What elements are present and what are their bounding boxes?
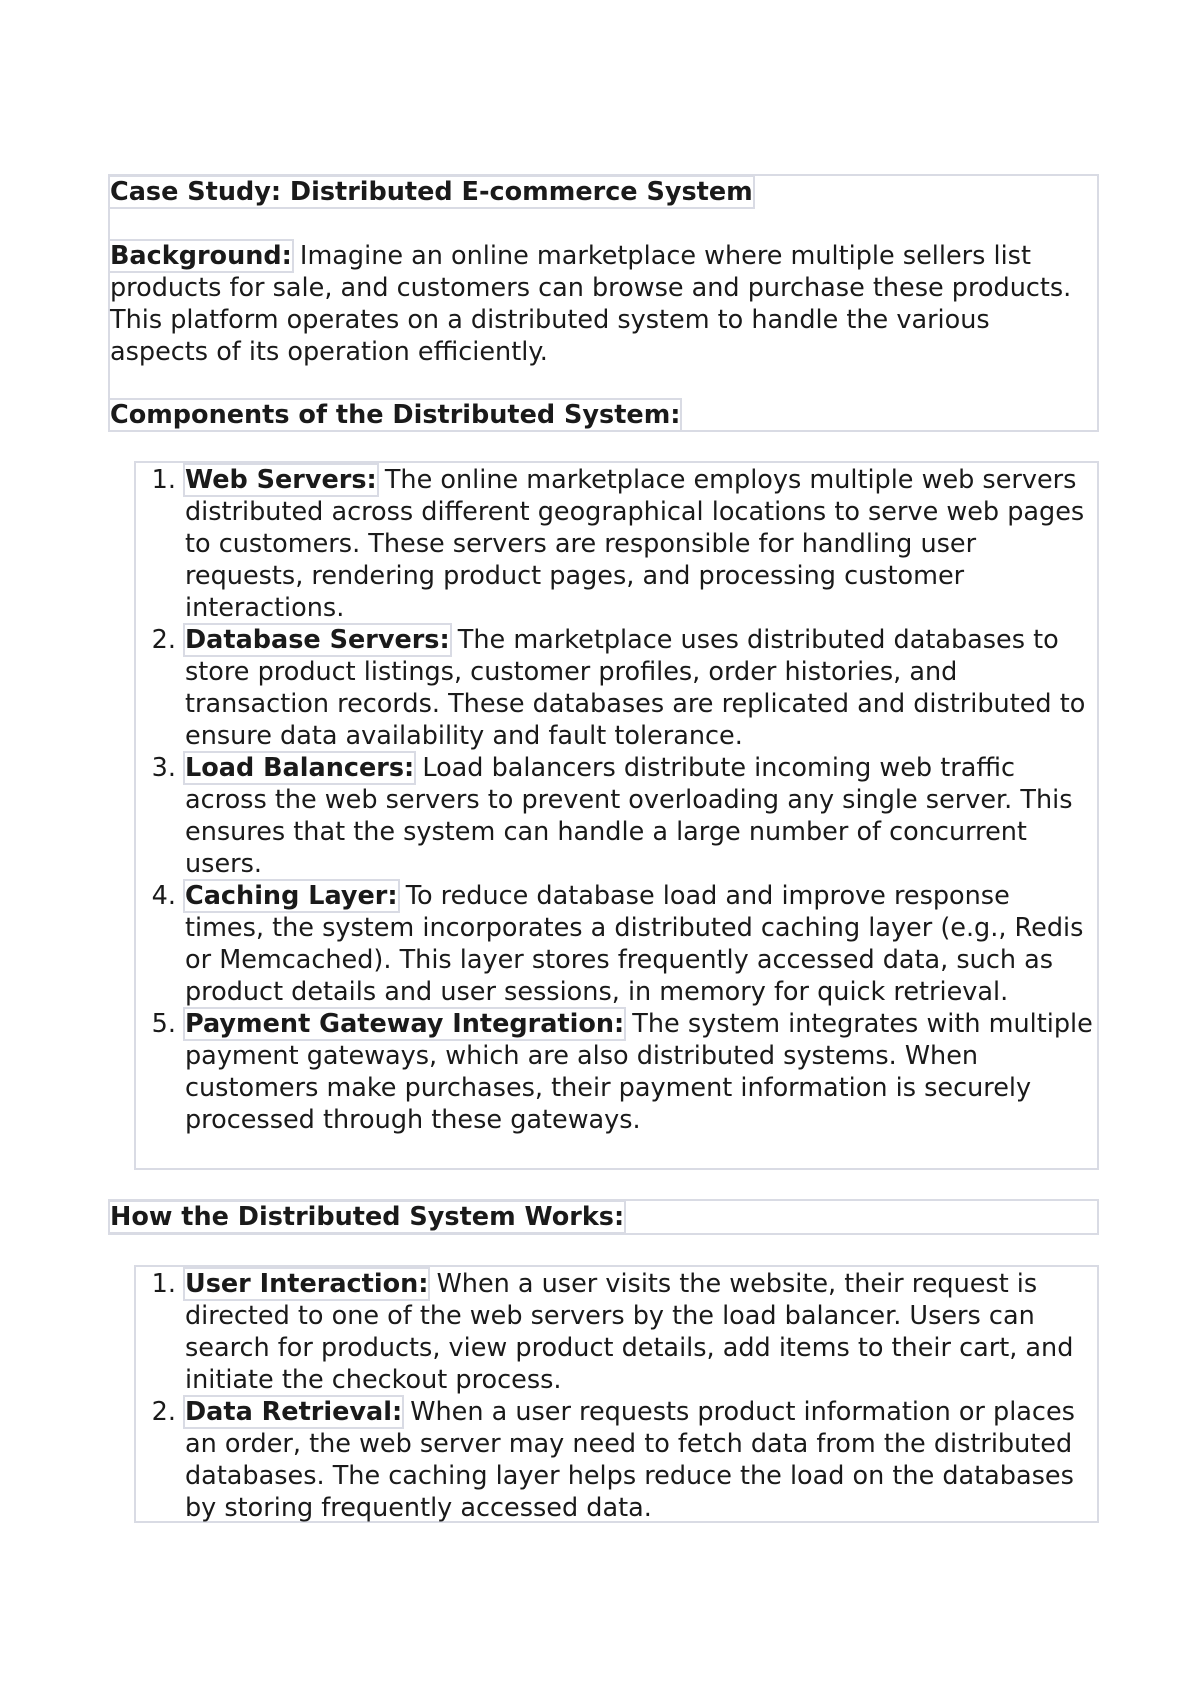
- list-item-number: 2.: [151, 1397, 176, 1427]
- background-label: Background:: [110, 241, 292, 271]
- list-item-label: Payment Gateway Integration:: [185, 1009, 625, 1039]
- list-item-label: Caching Layer:: [185, 881, 398, 911]
- document-title: [110, 176, 753, 208]
- works-list: [136, 1268, 1098, 1524]
- works-heading-text: How the Distributed System Works:: [110, 1202, 625, 1232]
- document-title-text: Case Study: Distributed E-commerce System: [110, 177, 753, 207]
- list-item-number: 1.: [151, 465, 176, 495]
- list-item-number: 5.: [151, 1009, 176, 1039]
- list-item-text: The system integrates with multiple payment gateways, which are also distributed systems. When customers make purchases, their payment information is securely processed through these gateways.: [185, 1009, 1093, 1135]
- list-item-label: Load Balancers:: [185, 753, 415, 783]
- list-item: [136, 880, 1096, 1008]
- list-item: [136, 1008, 1096, 1136]
- list-item: [136, 624, 1096, 752]
- list-item-text: The online marketplace employs multiple web servers distributed across different geographical locations to serve web pages to customers. These servers are responsible for handling user requests, rendering product pages, and processing customer interactions.: [185, 465, 1085, 623]
- list-item-number: 3.: [151, 753, 176, 783]
- list-item-text: When a user visits the website, their request is directed to one of the web servers by the load balancer. Users can search for products, view product details, add items to their cart, and initiate the checkout process.: [185, 1269, 1074, 1395]
- list-item-label: Data Retrieval:: [185, 1397, 403, 1427]
- list-item: [136, 1268, 1098, 1396]
- list-item-number: 1.: [151, 1269, 176, 1299]
- list-item-number: 4.: [151, 881, 176, 911]
- list-item-label: Web Servers:: [185, 465, 377, 495]
- list-item-text: When a user requests product information or places an order, the web server may need to fetch data from the distributed databases. The caching layer helps reduce the load on the databases by storing frequently accessed data.: [185, 1397, 1075, 1523]
- list-item-text: The marketplace uses distributed databases to store product listings, customer profiles, order histories, and transaction records. These databases are replicated and distributed to ensure data availability and fault tolerance.: [185, 625, 1086, 751]
- components-list: [136, 464, 1096, 1136]
- background-paragraph: [110, 240, 1095, 368]
- list-item-label: User Interaction:: [185, 1269, 429, 1299]
- works-heading: [110, 1201, 624, 1233]
- list-item: [136, 464, 1096, 624]
- components-heading: [110, 399, 680, 431]
- list-item-label: Database Servers:: [185, 625, 450, 655]
- list-item: [136, 752, 1096, 880]
- components-heading-text: Components of the Distributed System:: [110, 400, 681, 430]
- list-item: [136, 1396, 1098, 1524]
- list-item-text: To reduce database load and improve response times, the system incorporates a distributed caching layer (e.g., Redis or Memcached). This layer stores frequently accessed data, such as product details and user sessions, in memory for quick retrieval.: [185, 881, 1084, 1007]
- list-item-text: Load balancers distribute incoming web traffic across the web servers to prevent overloading any single server. This ensures that the system can handle a large number of concurrent users.: [185, 753, 1073, 879]
- background-text: Imagine an online marketplace where multiple sellers list products for sale, and customers can browse and purchase these products. This platform operates on a distributed system to handle the various aspects of its operation efficiently.: [110, 241, 1072, 367]
- list-item-number: 2.: [151, 625, 176, 655]
